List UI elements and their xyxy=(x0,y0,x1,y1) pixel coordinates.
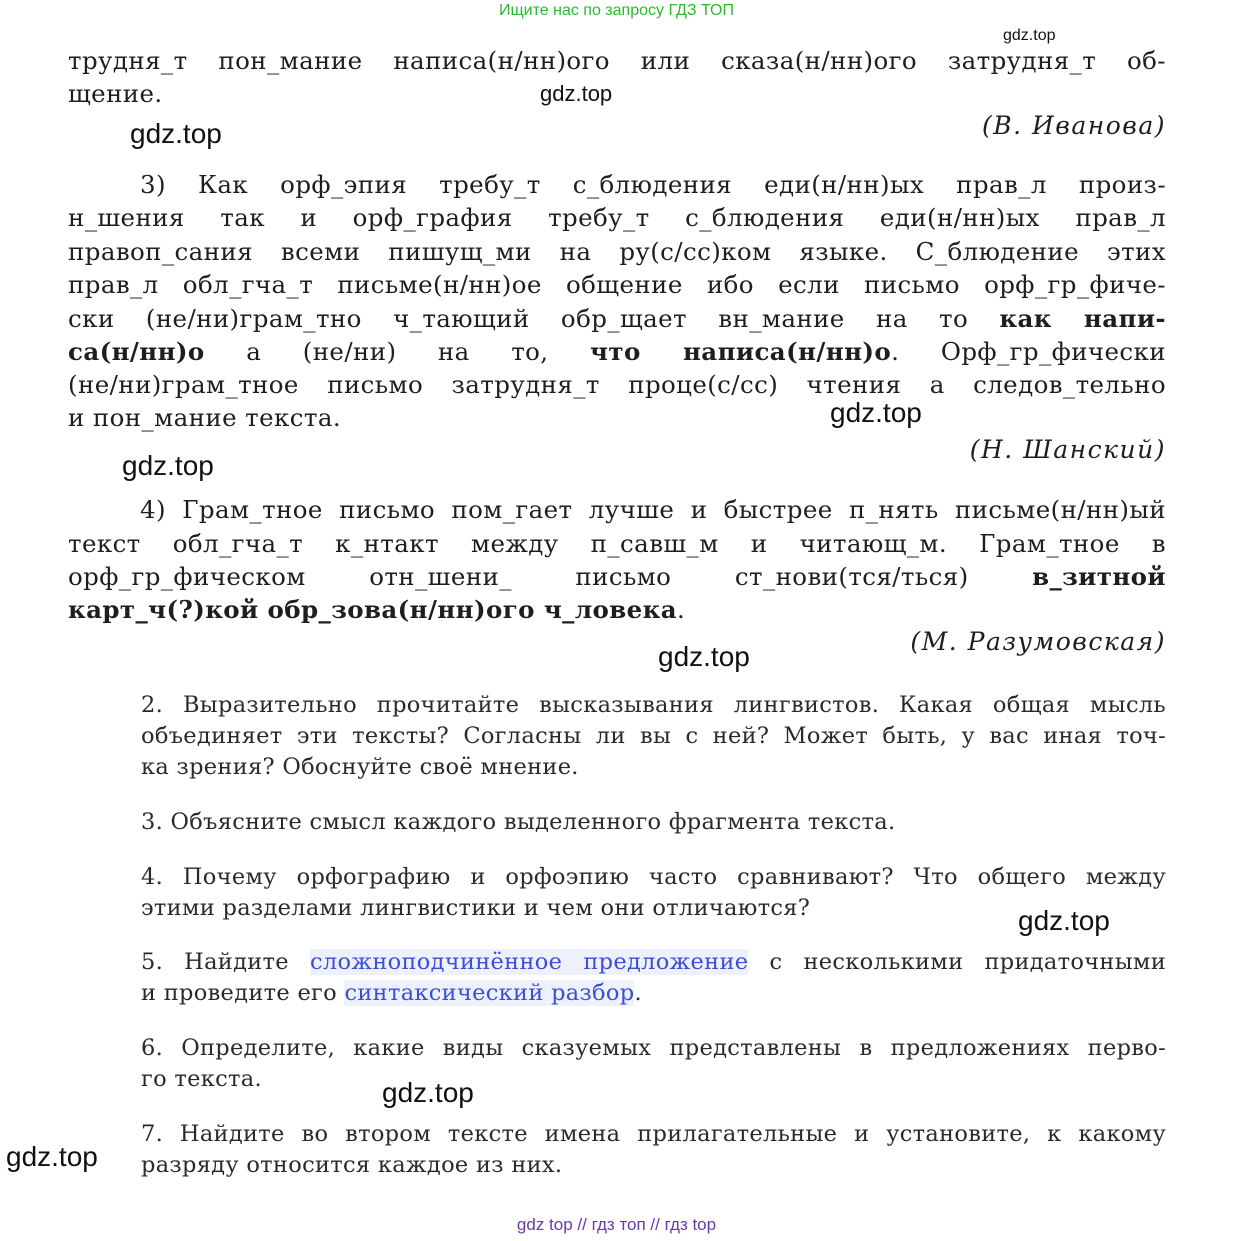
task-2-line: объединяет эти тексты? Согласны ли вы с ней? Может быть, у вас иная точ- xyxy=(141,723,1166,749)
text3-bold-fragment: как напи- xyxy=(999,304,1166,333)
text4-line xyxy=(68,560,1166,593)
watermark: gdz.top xyxy=(1018,905,1110,936)
text3-line: прав_л обл_гча_т письме(н/нн)ое общение ибо если письмо орф_гр_фиче- xyxy=(68,270,1166,299)
watermark: gdz.top xyxy=(122,450,214,481)
task-5-line xyxy=(141,978,1166,1009)
text3-bold-fragment: что написа(н/нн)о xyxy=(590,337,892,366)
task-5-span: и проведите его xyxy=(141,980,345,1006)
task-5-span: 5. Найдите xyxy=(141,949,311,975)
text3-span: . Орф_гр_фически xyxy=(891,337,1166,366)
task-4-line: этими разделами лингвистики и чем они отличаются? xyxy=(141,895,811,921)
text4-span: орф_гр_фическом отн_шени_ письмо ст_нови(тся/ться) xyxy=(68,562,1033,591)
task-6-line: 6. Определите, какие виды сказуемых представлены в предложениях перво- xyxy=(141,1035,1166,1061)
footer-watermark: gdz top // гдз топ // гдз top xyxy=(516,1215,717,1234)
link-syntax-analysis[interactable]: синтаксический разбор xyxy=(344,980,635,1006)
watermark: gdz.top xyxy=(830,397,922,428)
text4-bold-fragment: карт_ч(?)кой обр_зова(н/нн)ого ч_ловека xyxy=(68,595,678,624)
text1-line: трудня_т пон_мание написа(н/нн)ого или сказа(н/нн)ого затрудня_т об- xyxy=(68,46,1166,75)
text3-line: (не/ни)грам_тное письмо затрудня_т проце(с/сс) чтения а следов_тельно xyxy=(68,370,1166,399)
task-2-line: 2. Выразительно прочитайте высказывания лингвистов. Какая общая мысль xyxy=(141,692,1166,718)
watermark: gdz.top xyxy=(6,1141,98,1172)
text4-line xyxy=(68,593,1166,626)
task-5-span: с несколькими придаточными xyxy=(748,949,1167,975)
text3-line: н_шения так и орф_графия требу_т с_блюдения еди(н/нн)ых прав_л xyxy=(68,203,1166,232)
watermark: gdz.top xyxy=(540,81,613,106)
watermark: gdz.top xyxy=(1003,27,1056,44)
text1-line: щение. xyxy=(68,79,163,108)
link-complex-sentence[interactable]: сложноподчинённое предложение xyxy=(310,949,749,975)
task-5-line xyxy=(141,947,1166,978)
top-banner: Ищите нас по запросу ГДЗ ТОП xyxy=(499,2,734,19)
text3-line: и пон_мание текста. xyxy=(68,403,342,432)
author-shansky: (Н. Шанский) xyxy=(969,435,1166,464)
author-ivanova: (В. Иванова) xyxy=(981,111,1166,140)
text3-span: а (не/ни) на то, xyxy=(204,337,591,366)
task-6-line: го текста. xyxy=(141,1066,262,1092)
text3-line xyxy=(68,335,1166,368)
author-razumovskaya: (М. Разумовская) xyxy=(910,627,1166,656)
text4-bold-fragment: в_зитной xyxy=(1032,562,1166,591)
text3-line: 3) Как орф_эпия требу_т с_блюдения еди(н/нн)ых прав_л произ- xyxy=(140,170,1166,199)
text3-span: ски (не/ни)грам_тно ч_тающий обр_щает вн_мание на то xyxy=(68,304,1000,333)
text4-line: текст обл_гча_т к_нтакт между п_савш_м и читающ_м. Грам_тное в xyxy=(68,529,1166,558)
watermark: gdz.top xyxy=(382,1077,474,1108)
text3-line xyxy=(68,302,1166,335)
task-2-line: ка зрения? Обоснуйте своё мнение. xyxy=(141,754,579,780)
task-5-span: . xyxy=(634,980,642,1006)
watermark: gdz.top xyxy=(658,641,750,672)
text3-line: правоп_сания всеми пишущ_ми на ру(с/сс)ком языке. С_блюдение этих xyxy=(68,237,1166,266)
text4-span: . xyxy=(677,595,686,624)
text4-line: 4) Грам_тное письмо пом_гает лучше и быстрее п_нять письме(н/нн)ый xyxy=(140,495,1166,524)
task-4-line: 4. Почему орфографию и орфоэпию часто сравнивают? Что общего между xyxy=(141,864,1166,890)
watermark: gdz.top xyxy=(130,118,222,149)
task-3: 3. Объясните смысл каждого выделенного фрагмента текста. xyxy=(141,809,896,835)
task-7-line: 7. Найдите во втором тексте имена прилагательные и установите, к какому xyxy=(141,1121,1166,1147)
task-7-line: разряду относится каждое из них. xyxy=(141,1152,563,1178)
text3-bold-fragment: са(н/нн)о xyxy=(68,337,205,366)
